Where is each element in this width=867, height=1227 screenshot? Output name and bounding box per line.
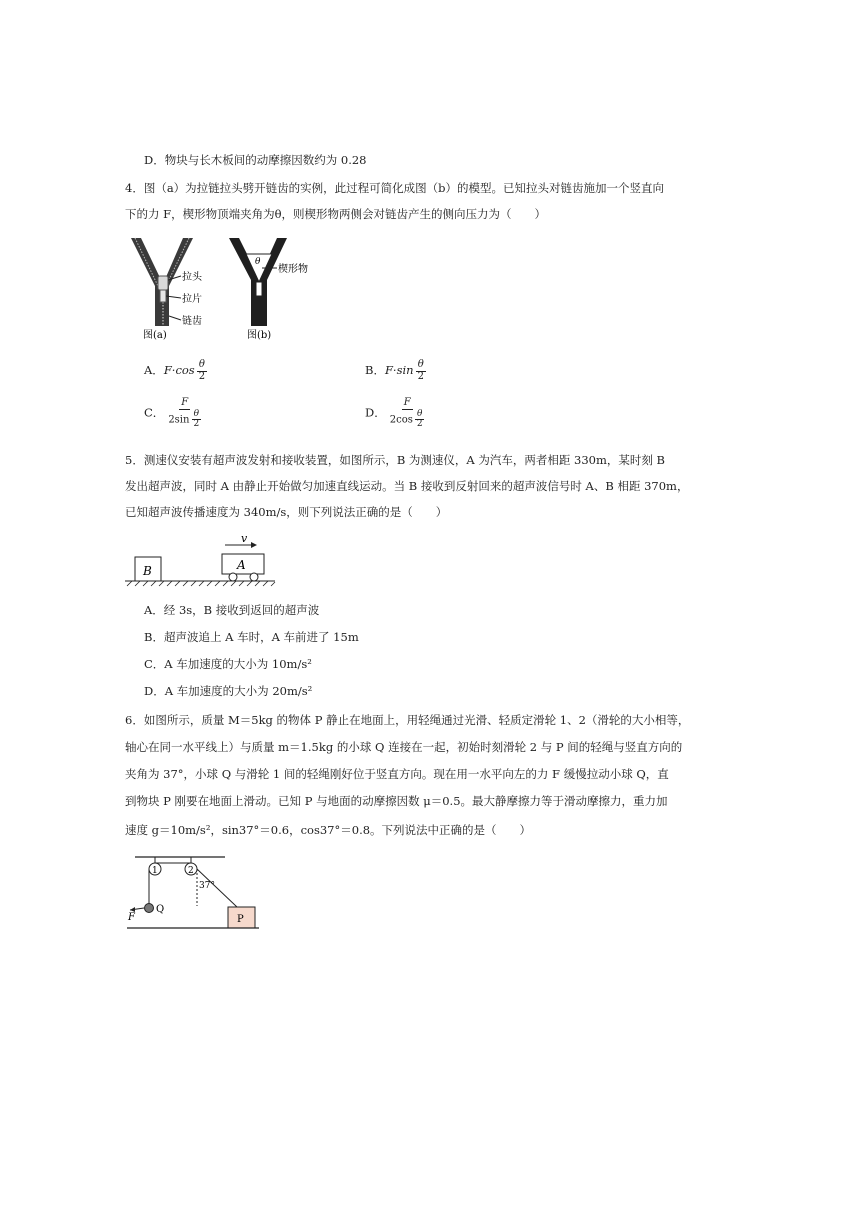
q5-option-a: A．经 3s，B 接收到返回的超声波 (144, 603, 320, 617)
zipper-b (229, 238, 287, 326)
label-theta: θ (255, 257, 261, 267)
label-b: B (143, 564, 152, 578)
zipper-figure (125, 232, 335, 344)
q4-option-a: A．F·cos $\frac{\theta}{2}$ (144, 359, 206, 382)
q4-text-line2: 下的力 F，楔形物顶端夹角为θ，则楔形物两侧会对链齿产生的侧向压力为（ ） (125, 207, 547, 221)
q5-text-line1: 5．测速仪安装有超声波发射和接收装置，如图所示，B 为测速仪，A 为汽车，两者相距 330m，某时刻 B (125, 453, 665, 467)
caption-a: 图(a) (143, 330, 167, 341)
label-lianchi: 链齿 (182, 316, 202, 327)
velocity-arrow (251, 542, 257, 548)
label-pulley-1: 1 (152, 866, 158, 876)
q4-option-b: B．F·sin $\frac{\theta}{2}$ (365, 359, 424, 382)
q4-text-line1: 4．图（a）为拉链拉头劈开链齿的实例，此过程可简化成图（b）的模型。已知拉头对链齿施加一个竖直向 (125, 181, 665, 195)
label-q: Q (156, 904, 165, 915)
label-angle: 37° (199, 881, 215, 891)
q6-text-line2: 轴心在同一水平线上）与质量 m＝1.5kg 的小球 Q 连接在一起，初始时刻滑轮 2 与 P 间的轻绳与竖直方向的 (125, 740, 683, 754)
pulley-figure (125, 850, 265, 934)
label-v: v (241, 532, 248, 545)
wheel-left (229, 573, 237, 581)
label-lapian: 拉片 (182, 294, 202, 305)
q5-option-b: B．超声波追上 A 车时，A 车前进了 15m (144, 630, 359, 644)
wheel-right (250, 573, 258, 581)
q5-text-line3: 已知超声波传播速度为 340m/s，则下列说法正确的是（ ） (125, 505, 448, 519)
speed-figure (125, 532, 280, 592)
q6-text-line5: 速度 g＝10m/s²，sin37°＝0.6，cos37°＝0.8。下列说法中正确的是（ ） (125, 823, 532, 837)
q5-text-line2: 发出超声波，同时 A 由静止开始做匀加速直线运动。当 B 接收到反射回来的超声波信号时 A、B 相距 370m， (125, 479, 689, 493)
q5-option-c: C．A 车加速度的大小为 10m/s² (144, 657, 312, 671)
q6-text-line1: 6．如图所示，质量 M＝5kg 的物体 P 静止在地面上，用轻绳通过光滑、轻质定滑轮 1、2（滑轮的大小相等， (125, 713, 690, 727)
label-p: P (237, 914, 244, 925)
caption-b: 图(b) (247, 330, 272, 341)
ball-q (145, 904, 154, 913)
q3-option-d: D．物块与长木板间的动摩擦因数约为 0.28 (144, 153, 367, 167)
q4-option-c: C． F 2sin $\frac{\theta}{2}$ (144, 397, 200, 429)
label-latou: 拉头 (182, 272, 202, 283)
label-xiexingwu: 楔形物 (278, 264, 308, 275)
label-a: A (237, 558, 246, 572)
q6-text-line3: 夹角为 37°，小球 Q 与滑轮 1 间的轻绳刚好位于竖直方向。现在用一水平向左的力 F 缓慢拉动小球 Q，直 (125, 767, 669, 781)
q6-text-line4: 到物块 P 刚要在地面上滑动。已知 P 与地面的动摩擦因数 μ＝0.5。最大静摩擦力等于滑动摩擦力，重力加 (125, 794, 668, 808)
q4-option-d: D． F 2cos $\frac{\theta}{2}$ (365, 397, 423, 429)
label-f: F (128, 912, 135, 923)
q5-option-d: D．A 车加速度的大小为 20m/s² (144, 684, 313, 698)
label-pulley-2: 2 (188, 866, 194, 876)
